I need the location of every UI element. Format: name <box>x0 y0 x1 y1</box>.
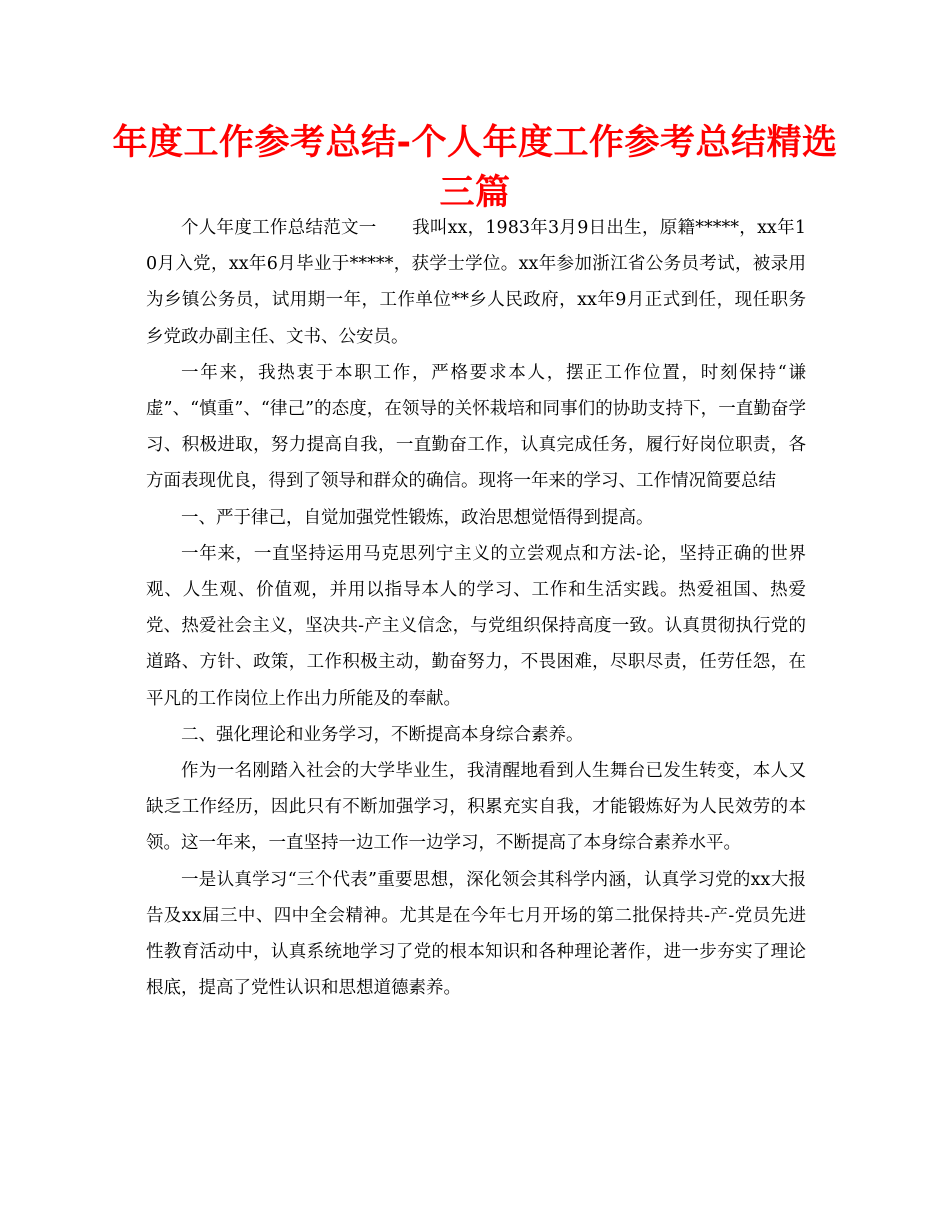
document-body <box>146 210 806 1006</box>
paragraph-section-2: 作为一名刚踏入社会的大学毕业生，我清醒地看到人生舞台已发生转变，本人又缺乏工作经历，因此只有不断加强学习，积累充实自我，才能锻炼好为人民效劳的本领。这一年来，一直坚持一边工作一边学习，不断提高了本身综合素养水平。 <box>146 761 806 854</box>
paragraph-overview: 一年来，我热衷于本职工作，严格要求本人，摆正工作位置，时刻保持“谦虚”、“慎重”、“律己”的态度，在领导的关怀栽培和同事们的协助支持下，一直勤奋学习、积极进取，努力提高自我，一直勤奋工作，认真完成任务，履行好岗位职责，各方面表现优良，得到了领导和群众的确信。现将一年来的学习、工作情况简要总结 <box>146 362 806 492</box>
document-title: 年度工作参考总结-个人年度工作参考总结精选三篇 <box>112 123 838 213</box>
section-heading-2: 二、强化理论和业务学习，不断提高本身综合素养。 <box>181 724 584 745</box>
paragraph-section-1: 一年来，一直坚持运用马克思列宁主义的立尝观点和方法-论，坚持正确的世界观、人生观、价值观，并用以指导本人的学习、工作和生活实践。热爱祖国、热爱党、热爱社会主义，坚决共-产主义信念，与党组织保持高度一致。认真贯彻执行党的道路、方针、政策，工作积极主动，勤奋努力，不畏困难，尽职尽责，任劳任怨，在平凡的工作岗位上作出力所能及的奉献。 <box>146 543 806 709</box>
paragraph-intro: 个人年度工作总结范文一 我叫xx，1983年3月9日出生，原籍*****，xx年10月入党，xx年6月毕业于*****，获学士学位。xx年参加浙江省公务员考试，被录用为乡镇公务员，试用期一年，工作单位**乡人民政府，xx年9月正式到任，现任职务乡党政办副主任、文书、公安员。 <box>146 218 806 347</box>
section-heading-1: 一、严于律己，自觉加强党性锻炼，政治思想觉悟得到提高。 <box>181 507 654 528</box>
paragraph-study-point-1: 一是认真学习“三个代表”重要思想，深化领会其科学内涵，认真学习党的xx大报告及xx届三中、四中全会精神。尤其是在今年七月开场的第二批保持共-产-党员先进性教育活动中，认真系统地学习了党的根本知识和各种理论著作，进一步夯实了理论根底，提高了党性认识和思想道德素养。 <box>146 869 806 999</box>
